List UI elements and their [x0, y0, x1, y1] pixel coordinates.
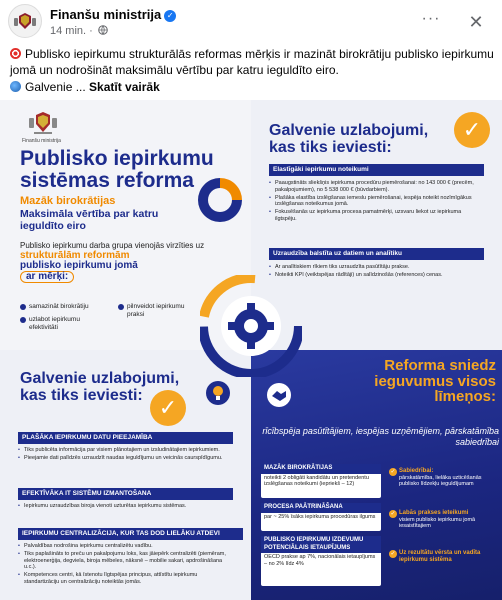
benefits-subtitle: rīcībspēja pasūtītājiem, iespējas uzņēmējiem, pārskatāmība sabiedrībai [262, 426, 499, 447]
section-data-monitoring-heading: Uzraudzība balstīta uz datiem un analītiku [269, 248, 484, 260]
list-item: • Noteikti KPI (veiktspējas rādītāji) un salīdzinošās (references) cenas. [269, 272, 484, 279]
benefit-text: visiem publisko iepirkumu jomā iesaistītajiem [399, 516, 476, 529]
close-button[interactable]: ✕ [468, 12, 484, 32]
list-item: • Plašāka elastība izslēgšanas iemeslu piemērošanai, iespēja noteikt nozīmīgākus izslēgšanas noteikumus jomā. [269, 195, 484, 209]
lightbulb-icon [205, 380, 231, 406]
gear-cycle-icon [200, 275, 302, 377]
list-item: • Paaugstināts sliekšņis iepirkuma procedūru piemērošanai: no 143 000 € (precēm, pakalpojumiem), no 5 538 000 € (būvdarbiem). [269, 180, 484, 194]
list-item: • Iepirkumu uzraudzības biroja vienoti uzturētas iepirkumu sistēmas. [18, 503, 233, 510]
reform-title: Publisko iepirkumu sistēmas reforma [20, 147, 214, 192]
section-data-access-heading: PLAŠĀKA IEPIRKUMU DATU PIEEJAMĪBA [18, 432, 233, 444]
benefits-title: Reforma sniedz ieguvumus visos līmeņos: [374, 357, 496, 405]
box-text: OECD prakse ap 7%, nacionālais ietaupījums – no 2% līdz 4% [264, 554, 376, 567]
it-systems-list [18, 503, 233, 511]
list-item: • Kompetences centri, kā īstenotu līgtspējas principus, attīstītu iepirkumu standartizāciju un centralizāciju noteiktās jomās. [18, 572, 233, 586]
goal-item: uzlabot iepirkumu efektivitāti [20, 316, 100, 332]
box-heading: MAZĀK BIROKRĀTIJAS [261, 464, 381, 474]
centralization-list [18, 543, 233, 587]
flexible-rules-list [269, 180, 484, 224]
benefit-title: Labās prakses ieteikumi [399, 510, 469, 516]
list-item: • Palvaldības nodrošina iepirkumu centralizētu vadību. [18, 543, 233, 550]
benefit-item [389, 468, 499, 488]
globe-icon [98, 25, 108, 35]
improvements-title: Galvenie uzlabojumi, kas tiks ieviesti: [269, 122, 429, 156]
more-options-button[interactable]: ··· [421, 10, 441, 27]
ministry-small-label: Finanšu ministrija [22, 138, 61, 144]
less-bureaucracy-subtitle: Mazāk birokrātijas [20, 195, 116, 207]
infographic-image[interactable] [0, 100, 502, 600]
box-heading: PUBLISKO IEPIRKUMU IZDEVUMU POTENCIĀLAIS IETAUPĪJUMS [261, 536, 381, 553]
benefit-title: Uz rezultātu vērsta un vadīta iepirkumu sistēma [399, 550, 481, 563]
speed-box [261, 503, 381, 531]
post-header [0, 0, 502, 44]
page-name[interactable] [50, 7, 176, 22]
post-text-truncated: Galvenie ... [25, 80, 86, 94]
intro-navy-text: publisko iepirkumu jomā [20, 260, 138, 271]
list-item: • Fokusēšanās uz iepirkuma procesa pamatmērķi, uzsvaru liekot uz iepirkuma ilgtspēju. [269, 209, 484, 223]
benefit-item [389, 550, 499, 563]
post-text [10, 46, 494, 96]
pie-segment-icon [196, 176, 244, 224]
target-emoji-icon [10, 48, 21, 59]
intro-plain-text: Publisko iepirkumu darba grupa vienojās virzīties uz [20, 241, 205, 250]
see-more-link[interactable]: Skatīt vairāk [89, 80, 160, 94]
goal-item: pilnveidot iepirkumu praksi [118, 303, 198, 319]
box-text: par ~ 25% īsāks iepirkuma procedūras ilgums [264, 513, 376, 520]
page-name-text[interactable]: Finanšu ministrija [50, 7, 162, 22]
list-item: • Ar analītiskiem rīkiem tiks uzraudzīta pasūtītāju prakse. [269, 264, 484, 271]
post-text-body: Publisko iepirkumu strukturālās reformas mērķis ir mazināt birokrātiju publisko iepirkumu jomā un nodrošināt maksimālu vērtību par katru ieguldīto eiro. [10, 47, 494, 77]
list-item: • Tiks paplašināts to preču un pakalpojumu loks, kas jāiepērk centralizēti (piemēram, elektroenerģija, degviela, biroja mēbeles, nāksnē – mobilie sakari, apdrošināšana u.c.). [18, 551, 233, 571]
goal-item: samazināt birokrātiju [20, 303, 89, 311]
less-bureaucracy-box [261, 464, 381, 498]
benefit-title: Sabiedrībai: [399, 468, 434, 474]
post-timestamp[interactable]: 14 min. [50, 25, 87, 37]
max-value-subtitle: Maksimāla vērtība par katru ieguldīto eiro [20, 208, 159, 232]
data-access-list [18, 447, 233, 463]
ministry-crest-icon [26, 110, 60, 136]
coat-of-arms-icon [12, 11, 38, 31]
globe-emoji-icon [10, 81, 21, 92]
post-text-line-1 [10, 46, 494, 78]
improvements-title-2: Galvenie uzlabojumi, kas tiks ieviesti: [20, 370, 180, 404]
benefit-item [389, 510, 499, 530]
post-meta [50, 25, 108, 37]
savings-box [261, 536, 381, 586]
box-text: noteikti 2 obligāti kandidātu un pretendentu izslēgšanas noteikumi (iepriekš – 12) [264, 474, 369, 487]
goal-badge: ar mērķi: [20, 271, 74, 283]
intro-orange-text: strukturālām reformām [20, 250, 130, 261]
section-centralization-heading: IEPIRKUMU CENTRALIZĀCIJA, KUR TAS DOD LIELĀKU ATDEVI [18, 528, 243, 540]
section-flexible-rules-heading: Elastīgāki iepirkumu noteikumi [269, 164, 484, 176]
meta-separator: · [89, 25, 93, 37]
list-item: • Pieejamie dati palīdzēs uzraudzīt naudas ieguldījumu un veicinās caurspīdīgumu. [18, 455, 233, 462]
benefit-text: pārskatāmība, lielāka uzticēšanās publisko līdzekļu ieguldījumam [399, 474, 482, 487]
page-avatar[interactable] [8, 4, 42, 38]
box-heading: PROCESA PAĀTRINĀŠANA [261, 503, 381, 513]
list-item: • Tiks publicēta informācija par visiem plānotajiem un izsludinātajiem iepirkumiem. [18, 447, 233, 454]
section-it-systems-heading: EFEKTĪVĀKA IT SISTĒMU IZMANTOŠANA [18, 488, 233, 500]
handshake-icon [266, 382, 292, 408]
post-text-line-2 [10, 79, 494, 95]
checkmark-icon: ✓ [454, 112, 490, 148]
checkmark-icon: ✓ [150, 390, 186, 426]
verified-badge-icon: ✓ [164, 10, 176, 22]
